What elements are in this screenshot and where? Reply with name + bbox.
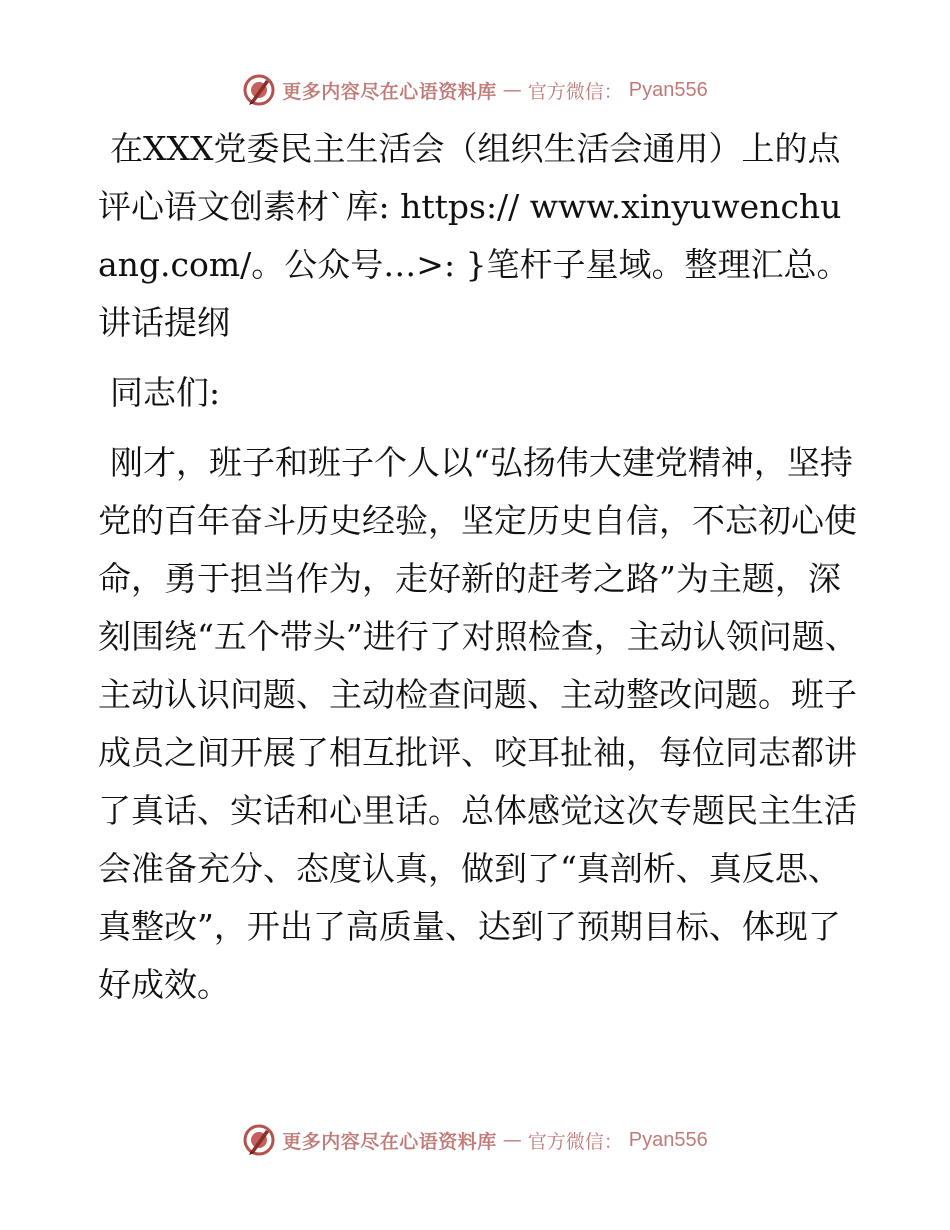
banner-wechat-label: 官方微信： bbox=[527, 1130, 623, 1153]
footer-banner bbox=[0, 1120, 950, 1160]
banner-separator: — bbox=[502, 79, 522, 101]
document-body bbox=[98, 120, 858, 1014]
banner-text: 更多内容尽在心语资料库 bbox=[282, 80, 497, 103]
body-paragraph: 刚才，班子和班子个人以“弘扬伟大建党精神，坚持党的百年奋斗历史经验，坚定历史自信，不忘初心使命，勇于担当作为，走好新的赶考之路”为主题，深刻围绕“五个带头”进行了对照检查，主动认领问题、主动认识问题、主动检查问题、主动整改问题。班子成员之间开展了相互批评、咬耳扯袖，每位同志都讲了真话、实话和心里话。总体感觉这次专题民主生活会准备充分、态度认真，做到了“真剖析、真反思、真整改”，开出了高质量、达到了预期目标、体现了好成效。 bbox=[98, 443, 858, 1004]
banner-wechat-id: Pyan556 bbox=[628, 1128, 708, 1151]
document-title: 在XXX党委民主生活会（组织生活会通用）上的点评心语文创素材`库: https:// www.xinyuwenchuang.com/。公众号…>: }笔杆子星域。整理汇总。讲话提纲 bbox=[98, 129, 850, 342]
pen-logo-icon bbox=[242, 73, 276, 107]
banner-wechat-label: 官方微信： bbox=[527, 80, 623, 103]
header-banner bbox=[0, 70, 950, 110]
greeting: 同志们: bbox=[110, 373, 221, 412]
pen-logo-icon bbox=[242, 1123, 276, 1157]
banner-wechat-id: Pyan556 bbox=[628, 78, 708, 101]
banner-separator: — bbox=[502, 1129, 522, 1151]
banner-text: 更多内容尽在心语资料库 bbox=[282, 1130, 497, 1153]
